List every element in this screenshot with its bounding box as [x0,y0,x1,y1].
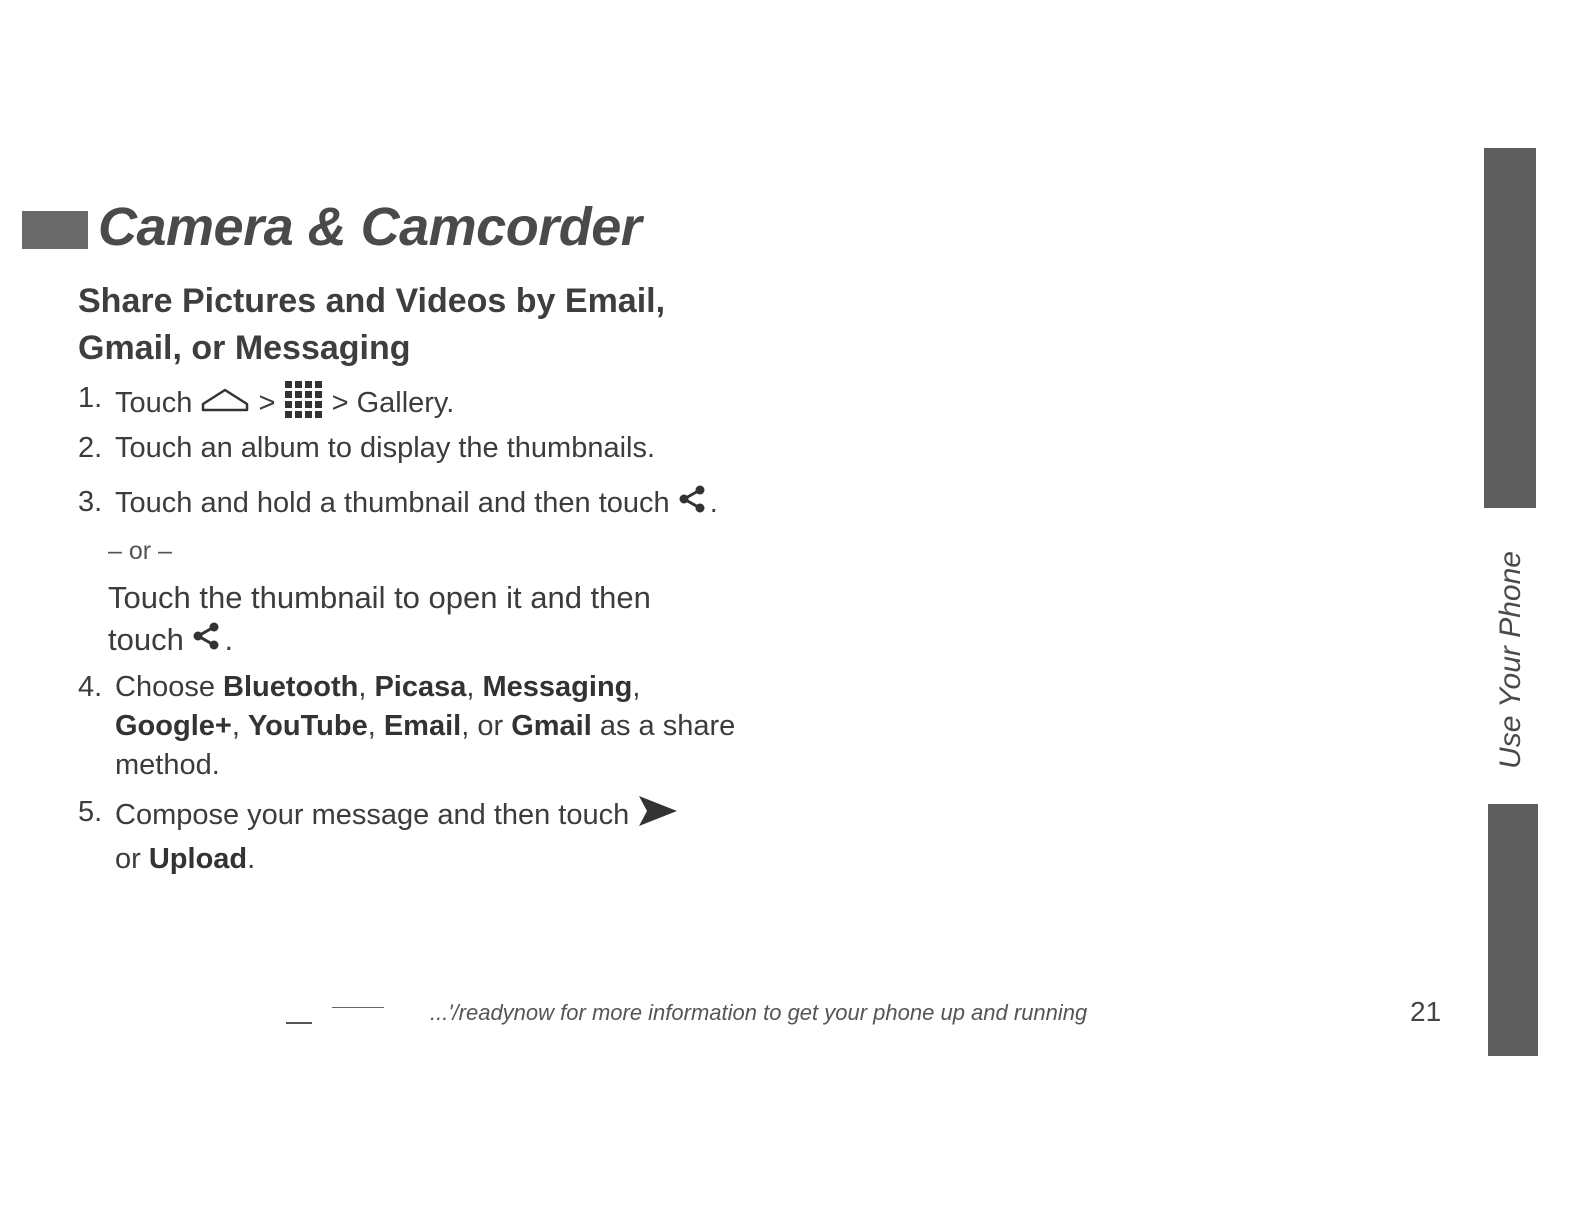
step-body [115,379,755,430]
apps-grid-icon [284,379,324,430]
comma: , [358,671,367,703]
step-body [115,793,755,879]
alternate-instruction [108,577,748,663]
option-bluetooth: Bluetooth [223,671,359,703]
section-title: Camera & Camcorder [98,197,642,257]
comma: , [461,710,470,742]
separator: > [331,387,349,420]
step-text: Touch an album to display the thumbnails. [115,432,656,464]
step-number: 5. [78,796,103,828]
share-icon [192,620,224,663]
page-number: 21 [1410,996,1442,1027]
gallery-label: Gallery. [356,387,455,420]
comma: , [231,710,240,742]
alternate-punctuation: . [224,622,234,657]
footer-rule [286,1022,312,1024]
step-body [115,668,755,785]
step-body [115,483,755,526]
comma: , [466,671,475,703]
step-number: 2. [78,432,103,464]
alternate-line-2 [108,619,748,663]
side-tab-bar-bottom [1488,804,1538,1056]
option-gmail: Gmail [511,710,592,742]
step-punctuation: . [247,843,256,875]
step-text: or [477,710,504,742]
option-picasa: Picasa [374,671,467,703]
step-text: or [115,843,141,875]
send-icon [637,793,679,840]
side-tab-bar-top [1484,148,1536,508]
share-icon [678,483,710,526]
option-email: Email [383,710,462,742]
step-punctuation: . [709,487,718,520]
or-separator: – or – [108,537,172,565]
separator: > [258,387,276,420]
footer-text: ...'/readynow for more information to get your phone up and running [430,1000,1088,1025]
side-tab-label: Use Your Phone [1494,551,1527,769]
option-youtube: YouTube [247,710,368,742]
home-icon [200,385,250,424]
alternate-line-1: Touch the thumbnail to open it and then [108,580,651,615]
option-google-plus: Google+ [115,710,232,742]
step-text: as a share method. [115,710,736,781]
comma: , [632,671,641,703]
step-text: Touch [115,387,193,420]
step-text: Compose your message and then touch [115,799,630,832]
option-messaging: Messaging [482,671,633,703]
step-text: Touch and hold a thumbnail and then touch [115,487,670,520]
step-text: Choose [115,671,215,703]
comma: , [367,710,376,742]
subsection-title: Share Pictures and Videos by Email, Gmail, or Messaging [78,282,666,367]
footer-rule [332,1007,384,1008]
step-number: 3. [78,486,103,518]
step-number: 1. [78,382,103,414]
section-marker [22,211,88,249]
step-number: 4. [78,671,103,703]
upload-label: Upload [148,843,248,875]
alternate-text: touch [108,622,184,657]
